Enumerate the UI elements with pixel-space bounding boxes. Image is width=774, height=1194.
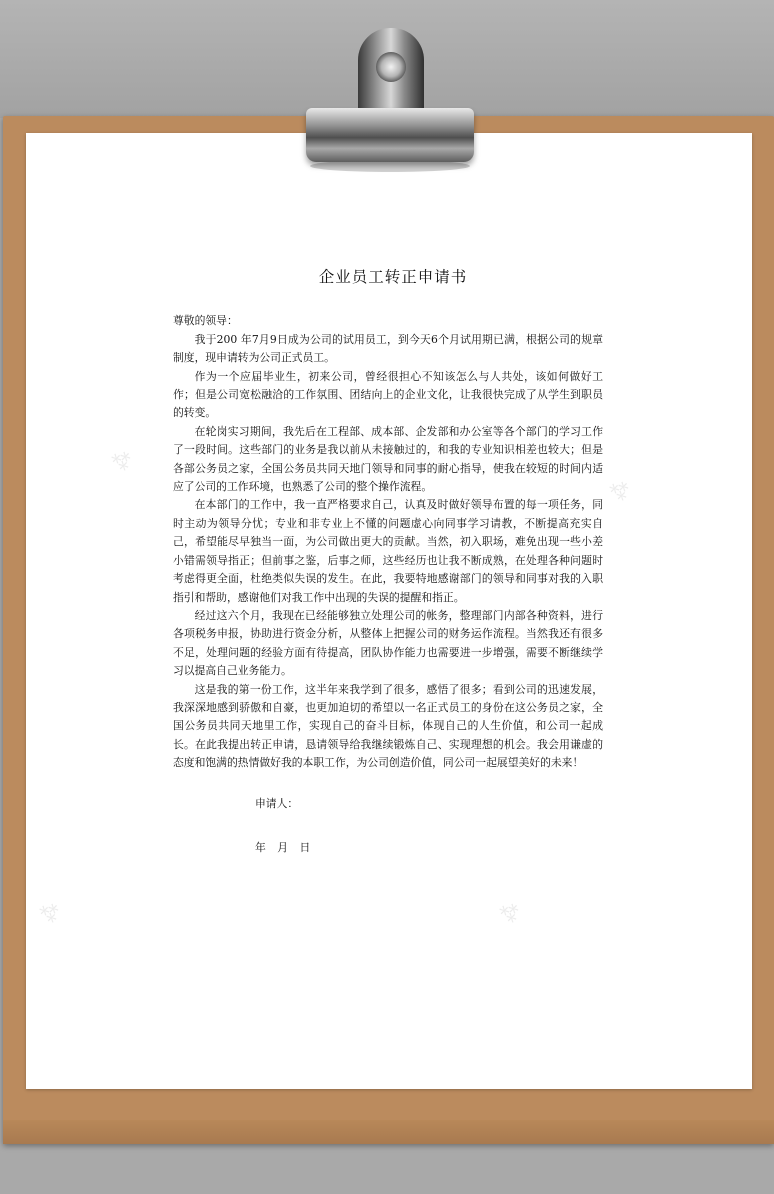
date-label: 年 月 日 [255,840,315,854]
paragraph: 在轮岗实习期间，我先后在工程部、成本部、企发部和办公室等各个部门的学习工作了一段时间。这些部门的业务是我以前从未接触过的，和我的专业知识相差也较大；但是各部公务员之家，全国公务员共同天地门领导和同事的耐心指导，使我在较短的时间内适应了公司的工作环境，也熟悉了公司的整个操作流程。 [173,424,603,494]
clip-ring [358,28,424,120]
watermark: ⁂ [494,896,526,928]
paragraph: 我于200 年7月9日成为公司的试用员工，到今天6个月试用期已满，根据公司的规章制度，现申请转为公司正式员工。 [173,332,603,365]
applicant-label: 申请人： [255,796,299,810]
watermark: ⁂ [604,474,636,506]
watermark: ⁂ [106,444,138,476]
paragraph: 这是我的第一份工作，这半年来我学到了很多，感悟了很多；看到公司的迅速发展，我深深地感到骄傲和自豪，也更加迫切的希望以一名正式员工的身份在这公务员之家，全国公务员共同天地里工作，实现自己的奋斗目标，体现自己的人生价值，和公司一起成长。在此我提出转正申请，恳请领导给我继续锻炼自己、实现理想的机会。我会用谦虚的态度和饱满的热情做好我的本职工作，为公司创造价值，同公司一起展望美好的未来！ [173,682,603,770]
paragraph: 经过这六个月，我现在已经能够独立处理公司的帐务，整理部门内部各种资料，进行各项税务申报，协助进行资金分析，从整体上把握公司的财务运作流程。当然我还有很多不足，处理问题的经验方面有待提高，团队协作能力也需要进一步增强，需要不断继续学习以提高自己业务能力。 [173,608,603,678]
document-body [173,268,603,857]
binder-clip-icon [300,26,480,178]
salutation: 尊敬的领导： [173,314,238,328]
clipboard-edge [3,1120,774,1144]
paragraph: 在本部门的工作中，我一直严格要求自己，认真及时做好领导布置的每一项任务，同时主动为领导分忧；专业和非专业上不懂的问题虚心向同事学习请教，不断提高充实自己，希望能尽早独当一面，为公司做出更大的贡献。当然，初入职场，难免出现一些小差小错需领导指正；但前事之鉴，后事之师，这些经历也让我不断成熟，在处理各种问题时考虑得更全面，杜绝类似失误的发生。在此，我要特地感谢部门的领导和同事对我的入职指引和帮助，感谢他们对我工作中出现的失误的提醒和指正。 [173,498,603,604]
clip-ring-hole [376,52,406,82]
paragraph: 作为一个应届毕业生，初来公司，曾经很担心不知该怎么与人共处，该如何做好工作；但是公司宽松融洽的工作氛围、团结向上的企业文化，让我很快完成了从学生到职员的转变。 [173,369,603,420]
clip-body [306,108,474,162]
watermark: ⁂ [34,896,66,928]
document-title: 企业员工转正申请书 [318,268,468,286]
